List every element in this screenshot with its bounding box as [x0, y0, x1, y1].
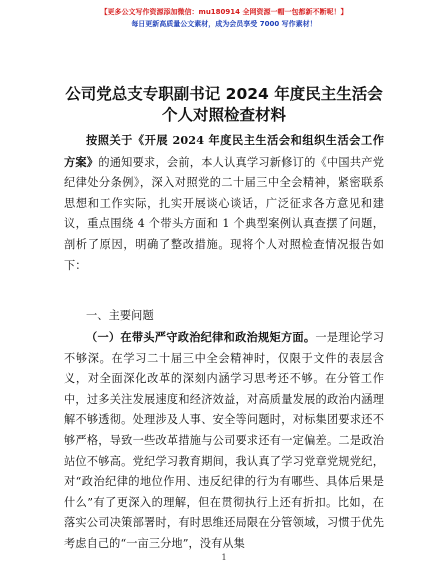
intro-paragraph	[64, 130, 384, 276]
document-title: 公司党总支专职副书记 2024 年度民主生活会个人对照检查材料	[65, 85, 383, 124]
promo-banner-line2: 每日更新高质量公文素材，成为会员享受 7000 写作素材！	[131, 20, 317, 28]
intro-lead: 按照关于《开展 2024 年度民主生活会和组织生活会工作方案》	[64, 133, 384, 169]
section-heading: 一、主要问题	[86, 309, 154, 322]
subsection-paragraph	[64, 327, 384, 555]
subsection-lead: （一）在带头严守政治纪律和政治规矩方面。	[86, 330, 316, 344]
promo-banner-line1: 【更多公文写作资源添加微信：mu180914 全网资源一帽一包都新不断呢！】	[100, 8, 348, 16]
intro-body: 的通知要求，会前，本人认真学习新修订的《中国共产党纪律处分条例》，深入对照党的二十届三中全会精神，紧密联系思想和工作实际，扎实开展谈心谈话，广泛征求各方意见和建议，重点围绕 4 个带头方面和 1 个典型案例认真查摆了问题，剖析了原因，明确了整改措施。现将个人对照检查情况报告如下：	[64, 155, 384, 272]
page-number: 1	[221, 553, 227, 562]
subsection-body: 一是理论学习不够深。在学习二十届三中全会精神时，仅限于文件的表层含义，对全面深化改革的深刻内涵学习思考还不够。在分管工作中，过多关注发展速度和经济效益，对高质量发展的政治内涵理解不够透彻。处理涉及人事、安全等问题时，对标集团要求还不够严格，导致一些改革措施与公司要求还有一定偏差。二是政治站位不够高。党纪学习教育期间，我认真了学习党章党规党纪，对“政治纪律的地位作用、违反纪律的行为有哪些、具体后果是什么”有了更深入的理解，但在贯彻执行上还有折扣。比如，在落实公司决策部署时，有时思维还局限在分管领域，习惯于优先考虑自己的“一亩三分地”，没有从集	[64, 331, 384, 550]
